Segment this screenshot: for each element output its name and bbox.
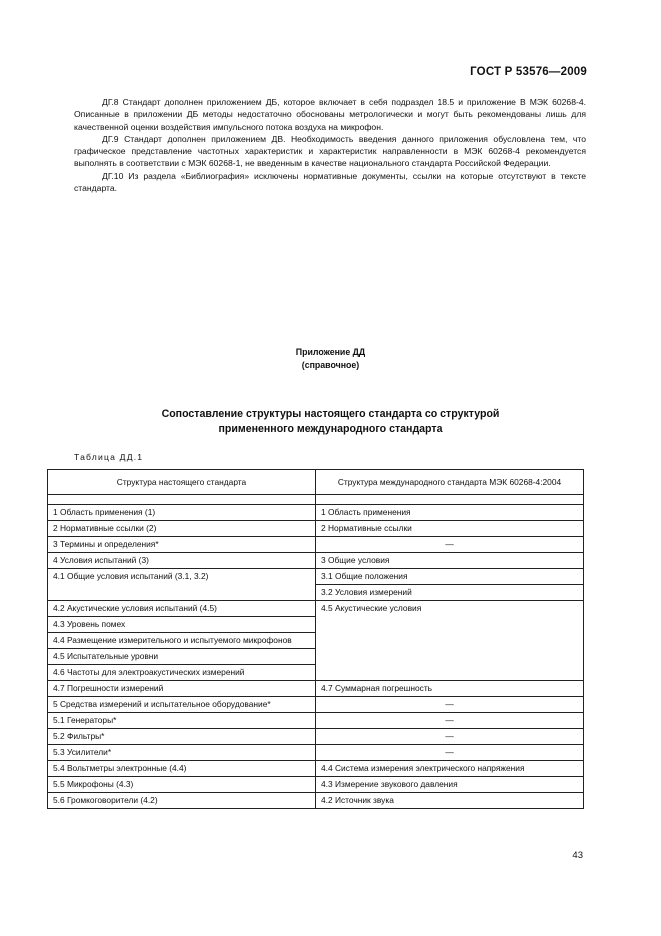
table-row (48, 729, 584, 745)
cell-left: 4.1 Общие условия испытаний (3.1, 3.2) (48, 569, 316, 601)
cell-left: 3 Термины и определения* (48, 537, 316, 553)
cell-right: — (316, 713, 584, 729)
table-row (48, 521, 584, 537)
table-row (48, 505, 584, 521)
paragraph-dg9: ДГ.9 Стандарт дополнен приложением ДВ. Необходимость введения данного приложения обусловлена тем, что графическое представление частотных характеристик и характеристик направленности в МЭК 60268-4 рекомендуется выполнять в соответствии с МЭК 60268-1, не введенным в качестве национального стандарта Российской Федерации. (74, 133, 586, 169)
cell-right: — (316, 729, 584, 745)
cell-right: 1 Область применения (316, 505, 584, 521)
paragraph-dg10: ДГ.10 Из раздела «Библиография» исключены нормативные документы, ссылки на которые отсутствуют в тексте стандарта. (74, 170, 586, 194)
cell-left: 5.3 Усилители* (48, 745, 316, 761)
appendix-heading (0, 346, 661, 371)
appendix-title: Приложение ДД (295, 347, 366, 357)
table-row (48, 495, 584, 505)
cell-left: 4.2 Акустические условия испытаний (4.5) (48, 601, 316, 617)
cell-left: 5.6 Громкоговорители (4.2) (48, 793, 316, 809)
document-title-line1: Сопоставление структуры настоящего стандарта со структурой (161, 408, 500, 420)
cell-right: 4.7 Суммарная погрешность (316, 681, 584, 697)
spacer-cell (48, 495, 316, 505)
table-header-row (48, 470, 584, 495)
cell-right: 4.2 Источник звука (316, 793, 584, 809)
cell-left: 5.1 Генераторы* (48, 713, 316, 729)
cell-left: 5.2 Фильтры* (48, 729, 316, 745)
table-row (48, 713, 584, 729)
table-row (48, 569, 584, 585)
document-title (0, 407, 661, 436)
header-left: Структура настоящего стандарта (48, 470, 316, 495)
cell-left: 4.3 Уровень помех (48, 617, 316, 633)
cell-left: 4.7 Погрешности измерений (48, 681, 316, 697)
table-row (48, 601, 584, 617)
cell-left: 4 Условия испытаний (3) (48, 553, 316, 569)
page-number: 43 (572, 850, 583, 861)
header-right: Структура международного стандарта МЭК 60268-4:2004 (316, 470, 584, 495)
cell-right: 3.1 Общие положения (316, 569, 584, 585)
table-row (48, 761, 584, 777)
cell-right: — (316, 745, 584, 761)
table-row (48, 777, 584, 793)
cell-left: 5.5 Микрофоны (4.3) (48, 777, 316, 793)
cell-left: 5.4 Вольтметры электронные (4.4) (48, 761, 316, 777)
cell-left: 4.4 Размещение измерительного и испытуемого микрофонов (48, 633, 316, 649)
cell-right: 4.5 Акустические условия (316, 601, 584, 681)
appendix-subtitle: (справочное) (301, 359, 360, 370)
structure-comparison-table (47, 469, 584, 809)
cell-left: 5 Средства измерений и испытательное оборудование* (48, 697, 316, 713)
cell-right: 3.2 Условия измерений (316, 585, 584, 601)
cell-left: 4.5 Испытательные уровни (48, 649, 316, 665)
cell-right: 4.4 Система измерения электрического напряжения (316, 761, 584, 777)
standard-code: ГОСТ Р 53576—2009 (470, 66, 587, 78)
table-row (48, 537, 584, 553)
cell-left: 2 Нормативные ссылки (2) (48, 521, 316, 537)
table-row (48, 553, 584, 569)
cell-left: 1 Область применения (1) (48, 505, 316, 521)
cell-left: 4.6 Частоты для электроакустических измерений (48, 665, 316, 681)
table-label: Таблица ДД.1 (74, 452, 144, 462)
spacer-cell (316, 495, 584, 505)
cell-right: — (316, 537, 584, 553)
paragraph-dg8: ДГ.8 Стандарт дополнен приложением ДБ, которое включает в себя подраздел 18.5 и приложение В МЭК 60268-4. Описанные в приложении ДБ методы недостаточно обоснованы метрологически и могут быть рекомендованы лишь для качественной оценки воздействия импульсного потока воздуха на микрофон. (74, 97, 586, 132)
cell-right: — (316, 697, 584, 713)
document-title-line2: примененного международного стандарта (218, 422, 443, 435)
cell-right: 4.3 Измерение звукового давления (316, 777, 584, 793)
notes-text (74, 96, 586, 194)
table-row (48, 793, 584, 809)
table-row (48, 681, 584, 697)
table-row (48, 697, 584, 713)
table-row (48, 745, 584, 761)
cell-right: 2 Нормативные ссылки (316, 521, 584, 537)
cell-right: 3 Общие условия (316, 553, 584, 569)
